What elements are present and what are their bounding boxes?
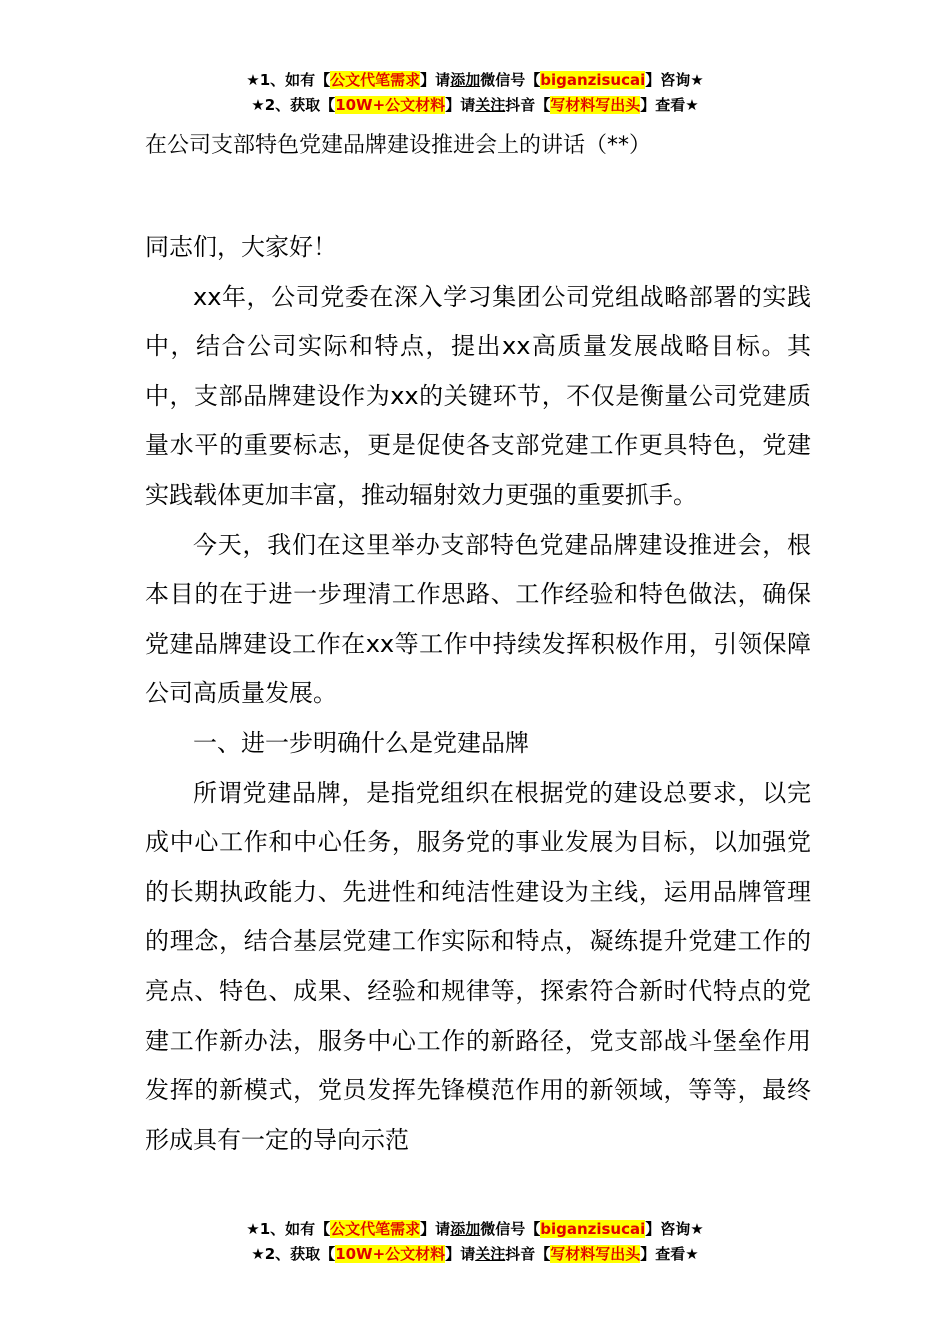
document-title: 在公司支部特色党建品牌建设推进会上的讲话（**） <box>145 133 652 158</box>
body-paragraph: 今天，我们在这里举办支部特色党建品牌建设推进会，根本目的在于进一步理清工作思路、工作经验和特色做法，确保党建品牌建设工作在xx等工作中持续发挥积极作用，引领保障公司高质量发展。 <box>145 530 811 708</box>
banner-line-1 <box>0 1217 950 1242</box>
banner-highlight-service: 公文代笔需求 <box>330 71 421 89</box>
banner-text: 微信号【 <box>480 1220 541 1238</box>
banner-text: 抖音【 <box>505 96 551 114</box>
banner-underline-add: 添加 <box>450 71 481 89</box>
banner-text: 抖音【 <box>505 1245 551 1263</box>
banner-text: 微信号【 <box>480 71 541 89</box>
banner-text: 】查看★ <box>640 1245 699 1263</box>
banner-text: ★2、获取【 <box>251 96 336 114</box>
banner-highlight-wechat-id: biganzisucai <box>540 1220 646 1238</box>
body-paragraph: 所谓党建品牌，是指党组织在根据党的建设总要求，以完成中心工作和中心任务，服务党的事业发展为目标，以加强党的长期执政能力、先进性和纯洁性建设为主线，运用品牌管理的理念，结合基层党建工作实际和特点，凝练提升党建工作的亮点、特色、成果、经验和规律等，探索符合新时代特点的党建工作新办法，服务中心工作的新路径，党支部战斗堡垒作用发挥的新模式，党员发挥先锋模范作用的新领域，等等，最终形成具有一定的导向示范 <box>145 778 811 1154</box>
banner-text: 】请 <box>420 71 451 89</box>
banner-highlight-materials: 10W+公文材料 <box>335 1245 446 1263</box>
banner-text: 】查看★ <box>640 96 699 114</box>
banner-text: 】请 <box>445 96 476 114</box>
banner-underline-add: 添加 <box>450 1220 481 1238</box>
banner-highlight-materials: 10W+公文材料 <box>335 96 446 114</box>
section-heading: 一、进一步明确什么是党建品牌 <box>193 728 529 757</box>
banner-text: 】请 <box>420 1220 451 1238</box>
banner-highlight-douyin: 写材料写出头 <box>550 1245 641 1263</box>
banner-text: ★1、如有【 <box>246 1220 331 1238</box>
banner-highlight-service: 公文代笔需求 <box>330 1220 421 1238</box>
banner-line-2 <box>0 1242 950 1267</box>
banner-highlight-douyin: 写材料写出头 <box>550 96 641 114</box>
banner-highlight-wechat-id: biganzisucai <box>540 71 646 89</box>
document-body <box>145 223 811 1165</box>
banner-underline-follow: 关注 <box>475 96 506 114</box>
banner-text: ★1、如有【 <box>246 71 331 89</box>
header-banner <box>0 68 950 118</box>
footer-banner <box>0 1217 950 1267</box>
banner-text: ★2、获取【 <box>251 1245 336 1263</box>
banner-line-1 <box>0 68 950 93</box>
banner-text: 】请 <box>445 1245 476 1263</box>
body-paragraph: xx年，公司党委在深入学习集团公司党组战略部署的实践中，结合公司实际和特点，提出xx高质量发展战略目标。其中，支部品牌建设作为xx的关键环节，不仅是衡量公司党建质量水平的重要标志，更是促使各支部党建工作更具特色，党建实践载体更加丰富，推动辐射效力更强的重要抓手。 <box>145 282 811 509</box>
banner-text: 】咨询★ <box>645 1220 704 1238</box>
banner-line-2 <box>0 93 950 118</box>
banner-underline-follow: 关注 <box>475 1245 506 1263</box>
greeting: 同志们，大家好！ <box>145 233 337 261</box>
banner-text: 】咨询★ <box>645 71 704 89</box>
